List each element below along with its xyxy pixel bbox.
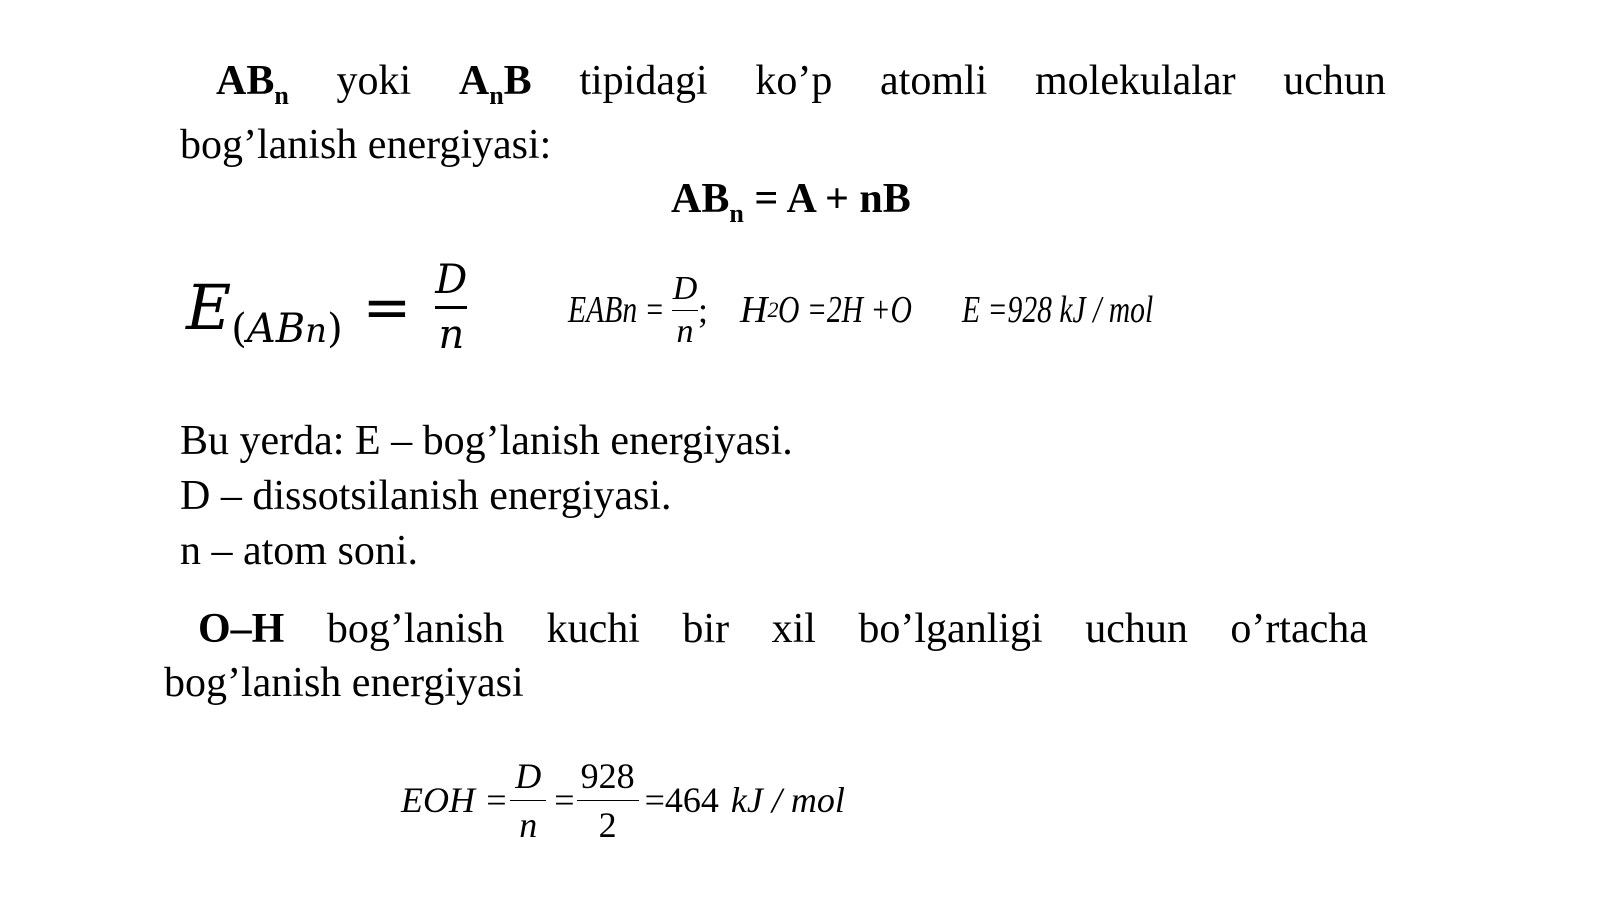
formula-abn: $AB_n$ <box>216 58 289 110</box>
para1-line2: bog’lanish energiyasi: <box>180 122 552 168</box>
word: o’rtacha <box>1230 606 1368 652</box>
word: atomli <box>880 58 988 104</box>
word: uchun <box>1085 606 1188 652</box>
formula-oh-energy: EOH = $\frac{D}{n}$ = $\frac{928}{2}$ =464 kJ / mol <box>401 755 845 845</box>
word: bir <box>682 606 730 652</box>
para1-line1 <box>216 58 1386 110</box>
definition-d: D – dissotsilanish energiyasi. <box>180 473 672 519</box>
definition-e: Bu yerda: E – bog’lanish energiyasi. <box>180 418 793 464</box>
formula-water-example: EABn = $\frac{D}{n}$ ; H 2 O =2H +O E =928 kJ / mol <box>568 269 1154 350</box>
definition-n: n – atom soni. <box>180 528 418 574</box>
word: kuchi <box>546 606 640 652</box>
word: xil <box>771 606 816 652</box>
formula-anb: $A_nB$ <box>458 58 532 110</box>
word: yoki <box>336 58 412 104</box>
para2-line2: bog’lanish energiyasi <box>164 660 524 706</box>
reaction-equation: $AB_n = A$ + nB <box>671 176 911 228</box>
word: bo’lganligi <box>858 606 1043 652</box>
bond-oh: O–H <box>198 606 285 652</box>
word: tipidagi <box>579 58 708 104</box>
word: uchun <box>1283 58 1386 104</box>
word: bog’lanish <box>326 606 505 652</box>
word: molekulalar <box>1035 58 1236 104</box>
word: ko’p <box>755 58 833 104</box>
para2-line1 <box>198 608 1368 650</box>
formula-binding-energy: E (ABn) = $\frac{D}{n}$ <box>186 256 468 358</box>
